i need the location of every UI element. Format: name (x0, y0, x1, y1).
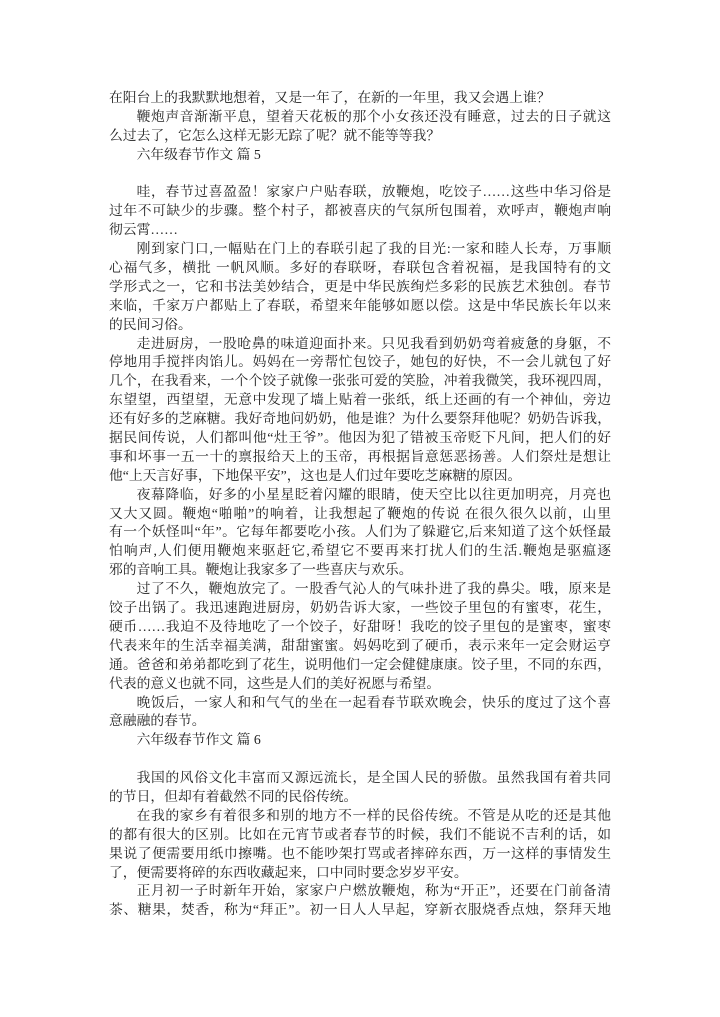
section-heading: 六年级春节作文 篇 5 (136, 146, 261, 162)
text-line: 果说了便需要用纸巾擦嘴。也不能吵架打骂或者摔碎东西，万一这样的事情发生 (109, 845, 611, 861)
text-line: 了，便需要将碎的东西收藏起来，口中同时要念岁岁平安。 (109, 864, 468, 880)
text-line: 茶、糖果，焚香，称为“拜正”。初一日人人早起，穿新衣服烧香点烛，祭拜天地 (109, 902, 611, 918)
text-line: 东望望，西望望，无意中发现了墙上贴着一张纸，纸上还画的有一个神仙，旁边 (109, 392, 611, 408)
paragraph (109, 882, 611, 920)
paragraph (109, 183, 611, 240)
text-line: 邪的音响工具。鞭炮让我家多了一些喜庆与欢乐。 (109, 562, 413, 578)
text-line: 的节日，但却有着截然不同的民俗传统。 (109, 788, 358, 804)
text-line: 过年不可缺少的步骤。整个村子，都被喜庆的气氛所包围着，欢呼声，鞭炮声响 (109, 203, 611, 219)
text-line: 代表来年的生活幸福美满，甜甜蜜蜜。妈妈吃到了硬币，表示来年一定会财运亨 (109, 637, 611, 653)
text-line: 他“上天言好事，下地保平安”，这也是人们过年要吃芝麻糖的原因。 (109, 467, 522, 483)
text-line: 正月初一子时新年开始，家家户户燃放鞭炮，称为“开正”，还要在门前备清 (136, 883, 611, 899)
text-line: 有一个妖怪叫“年”。它每年都要吃小孩。人们为了躲避它,后来知道了这个妖怪最 (109, 524, 611, 540)
text-line: 怕响声,人们便用鞭炮来驱赶它,希望它不要再来打扰人们的生活.鞭炮是驱瘟逐 (109, 543, 611, 559)
paragraph (109, 108, 611, 146)
text-line: 饺子出锅了。我迅速跑进厨房，奶奶告诉大家，一些饺子里包的有蜜枣，花生， (109, 600, 611, 616)
text-line: 来临，千家万户都贴上了春联，希望来年能够如愿以偿。这是中华民族长年以来 (109, 297, 611, 313)
text-line: 在我的家乡有着很多和别的地方不一样的民俗传统。不管是从吃的还是其他 (136, 807, 611, 823)
text-line: 么过去了，它怎么这样无影无踪了呢？就不能等等我？ (109, 127, 441, 143)
text-line: 我国的风俗文化丰富而又源远流长，是全国人民的骄傲。虽然我国有着共同 (136, 770, 611, 786)
text-line: 鞭炮声音渐渐平息，望着天花板的那个小女孩还没有睡意，过去的日子就这 (136, 108, 611, 124)
text-line: 代表的意义也就不同，这些是人们的美好祝愿与希望。 (109, 675, 441, 691)
text-line: 硬币……我迫不及待地吃了一个饺子，好甜呀！我吃的饺子里包的是蜜枣，蜜枣 (109, 618, 611, 634)
text-line: 哇，春节过喜盈盈！家家户户贴春联，放鞭炮，吃饺子……这些中华习俗是 (136, 184, 611, 200)
text-line: 通。爸爸和弟弟都吃到了花生，说明他们一定会健健康康。饺子里，不同的东西， (109, 656, 611, 672)
paragraph (109, 769, 611, 807)
text-line: 停地用手搅拌肉馅儿。妈妈在一旁帮忙包饺子，她包的好快，不一会儿就包了好 (109, 354, 611, 370)
text-line: 刚到家门口,一幅贴在门上的春联引起了我的目光:一家和睦人长寿，万事顺 (136, 241, 611, 257)
text-line: 走进厨房，一股呛鼻的味道迎面扑来。只见我看到奶奶弯着疲惫的身躯，不 (136, 335, 611, 351)
document-body (109, 89, 611, 920)
text-line: 的民间习俗。 (109, 316, 192, 332)
text-line: 学形式之一，它和书法美妙结合，更是中华民族绚烂多彩的民族艺术独创。春节 (109, 278, 611, 294)
blank-line (109, 165, 611, 184)
text-line: 心福气多，横批 一帆风顺。多好的春联呀，春联包含着祝福，是我国特有的文 (109, 260, 611, 276)
paragraph (109, 335, 611, 486)
section-heading: 六年级春节作文 篇 6 (136, 732, 261, 748)
text-line: 还有好多的芝麻糖。我好奇地问奶奶，他是谁？为什么要祭拜他呢？奶奶告诉我， (109, 411, 611, 427)
paragraph (109, 486, 611, 580)
document-page (109, 89, 611, 920)
text-line: 意融融的春节。 (109, 713, 206, 729)
text-line: 在阳台上的我默默地想着，又是一年了，在新的一年里，我又会遇上谁？ (109, 90, 551, 105)
paragraph (109, 580, 611, 693)
text-line: 彻云霄…… (109, 222, 178, 238)
text-line: 又大又圆。鞭炮“啪啪”的响着，让我想起了鞭炮的传说 在很久很久以前，山里 (109, 505, 611, 521)
text-line: 的都有很大的区别。比如在元宵节或者春节的时候，我们不能说不吉利的话，如 (109, 826, 611, 842)
text-line: 夜幕降临，好多的小星星眨着闪耀的眼睛，使天空比以往更加明亮，月亮也 (136, 486, 611, 502)
paragraph (109, 694, 611, 732)
paragraph (109, 89, 611, 108)
paragraph (109, 240, 611, 334)
text-line: 据民间传说，人们都叫他“灶王爷”。他因为犯了错被玉帝贬下凡间，把人们的好 (109, 430, 611, 446)
text-line: 几个，在我看来，一个个饺子就像一张张可爱的笑脸，冲着我微笑，我环视四周， (109, 373, 611, 389)
text-line: 晚饭后，一家人和和气气的坐在一起看春节联欢晚会，快乐的度过了这个喜 (136, 694, 611, 710)
paragraph (109, 807, 611, 883)
text-line: 过了不久，鞭炮放完了。一股香气沁人的气味扑进了我的鼻尖。哦，原来是 (136, 581, 611, 597)
text-line: 事和坏事一五一十的禀报给天上的玉帝，再根据旨意惩恶扬善。人们祭灶是想让 (109, 448, 611, 464)
blank-line (109, 750, 611, 769)
